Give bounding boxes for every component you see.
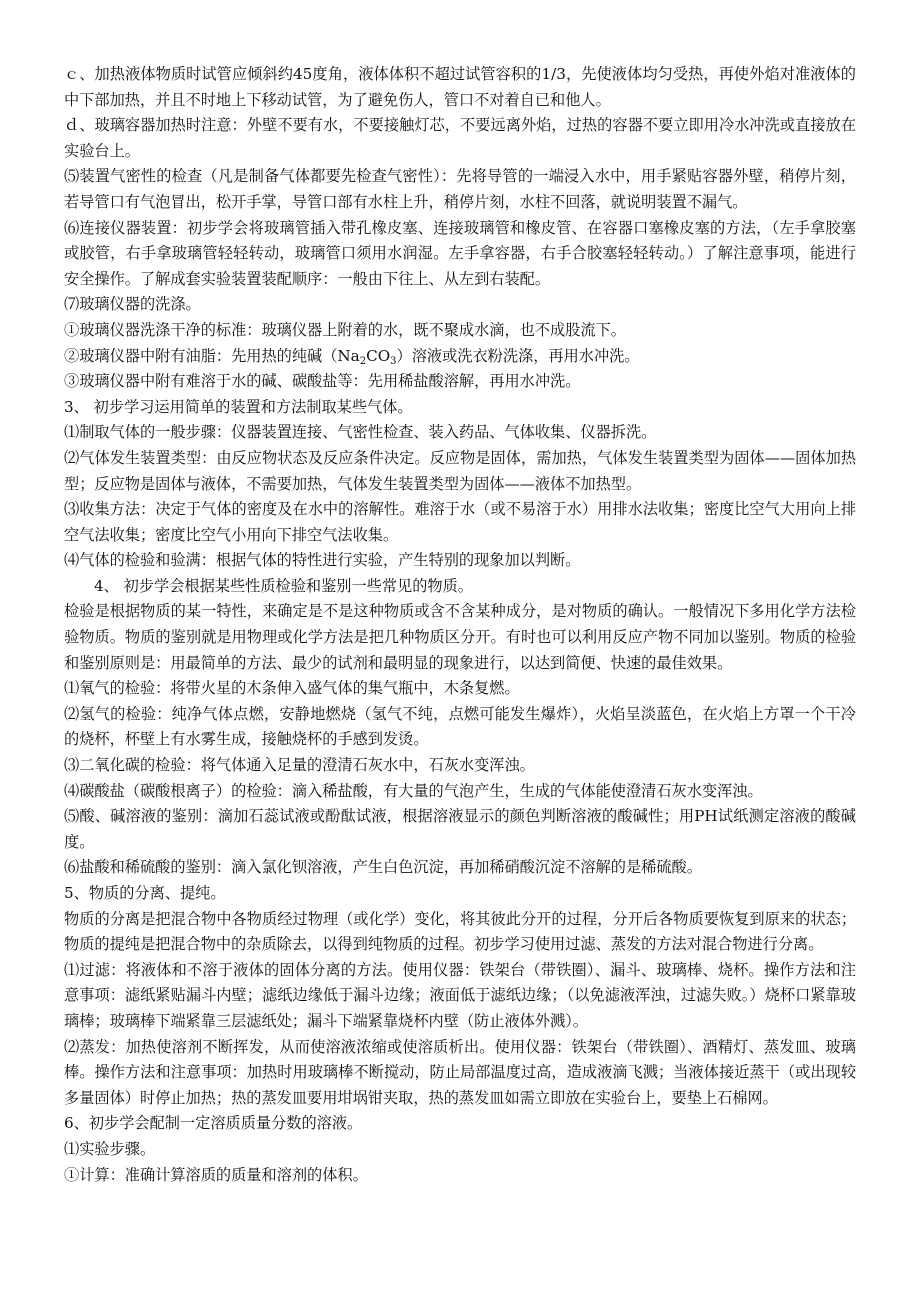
paragraph-gas-collection: ⑶收集方法：决定于气体的密度及在水中的溶解性。难溶于水（或不易溶于水）用排水法收集；密度比空气大用向上排空气法收集；密度比空气小用向下排空气法收集。: [64, 500, 856, 544]
paragraph-calculation-step: ①计算：准确计算溶质的质量和溶剂的体积。: [64, 1165, 368, 1184]
document-page: [64, 62, 856, 1188]
paragraph-connect-apparatus: ⑹连接仪器装置：初步学会将玻璃管插入带孔橡皮塞、连接玻璃管和橡皮管、在容器口塞橡皮塞的方法，（左手拿胶塞或胶管，右手拿玻璃管轻轻转动，玻璃管口须用水润湿。左手拿容器，右手合胶塞轻轻转动。）了解注意事项，能进行安全操作。了解成套实验装置装配顺序：一般由下往上、从左到右装配。: [64, 218, 856, 288]
paragraph-carbonate-test: ⑷碳酸盐（碳酸根离子）的检验：滴入稀盐酸，有大量的气泡产生，生成的气体能使澄清石灰水变浑浊。: [64, 781, 763, 800]
paragraph-gas-steps: ⑴制取气体的一般步骤：仪器装置连接、气密性检查、装入药品、气体收集、仪器拆洗。: [64, 423, 657, 442]
paragraph-gas-generator-type: ⑵气体发生装置类型：由反应物状态及反应条件决定。反应物是固体，需加热，气体发生装置类型为固体——固体加热型；反应物是固体与液体，不需要加热，气体发生装置类型为固体——液体不加热型。: [64, 448, 856, 493]
section-heading-separation: 5、物质的分离、提纯。: [64, 884, 226, 902]
paragraph-glass-washing: ⑺玻璃仪器的洗涤。: [64, 295, 201, 314]
section-heading-substance-identification: 4、 初步学会根据某些性质检验和鉴别一些常见的物质。: [94, 576, 473, 595]
paragraph-experiment-steps: ⑴实验步骤。: [64, 1139, 156, 1158]
paragraph-testing-principle: 检验是根据物质的某一特性，来确定是不是这种物质或含不含某种成分，是对物质的确认。一般情况下多用化学方法检验物质。物质的鉴别就是用物理或化学方法是把几种物质区分开。有时也可以利用反应产物不同加以鉴别。物质的检验和鉴别原则是：用最简单的方法、最少的试剂和最明显的现象进行，以达到简便、快速的最佳效果。: [64, 602, 856, 672]
paragraph-oil-washing: [64, 344, 856, 370]
paragraph-clean-standard: ①玻璃仪器洗涤干净的标准：玻璃仪器上附着的水，既不聚成水滴，也不成股流下。: [64, 320, 626, 339]
paragraph-heating-glass: ｄ、玻璃容器加热时注意：外壁不要有水，不要接触灯芯，不要远离外焰，过热的容器不要立即用冷水冲洗或直接放在实验台上。: [64, 116, 856, 160]
paragraph-hydrogen-test: ⑵氢气的检验：纯净气体点燃，安静地燃烧（氢气不纯，点燃可能发生爆炸），火焰呈淡蓝色，在火焰上方罩一个干冷的烧杯，杯壁上有水雾生成，接触烧杯的手感到发烫。: [64, 704, 856, 749]
paragraph-co2-test: ⑶二氧化碳的检验：将气体通入足量的澄清石灰水中，石灰水变浑浊。: [64, 756, 535, 775]
paragraph-filtration: ⑴过滤：将液体和不溶于液体的固体分离的方法。使用仪器：铁架台（带铁圈）、漏斗、玻璃棒、烧杯。操作方法和注意事项：滤纸紧贴漏斗内壁；滤纸边缘低于漏斗边缘；液面低于滤纸边缘；（以免滤液浑浊，过滤失败。）烧杯口紧靠玻璃棒；玻璃棒下端紧靠三层滤纸处；漏斗下端紧靠烧杯内壁（防止液体外溅）。: [64, 960, 856, 1030]
paragraph-airtight-check: ⑸装置气密性的检查（凡是制备气体都要先检查气密性）：先将导管的一端浸入水中，用手紧贴容器外壁，稍停片刻，若导管口有气泡冒出，松开手掌，导管口部有水柱上升，稍停片刻，水柱不回落，就说明装置不漏气。: [64, 167, 856, 211]
formula-subscript-3: 3: [390, 355, 397, 367]
paragraph-separation-definition: 物质的分离是把混合物中各物质经过物理（或化学）变化，将其彼此分开的过程，分开后各物质要恢复到原来的状态；物质的提纯是把混合物中的杂质除去，以得到纯物质的过程。初步学习使用过滤、蒸发的方法对混合物进行分离。: [64, 909, 856, 954]
section-heading-gas-preparation: 3、 初步学习运用简单的装置和方法制取某些气体。: [64, 397, 413, 416]
paragraph-hcl-h2so4-identification: ⑹盐酸和稀硫酸的鉴别：滴入氯化钡溶液，产生白色沉淀，再加稀硝酸沉淀不溶解的是稀硫酸。: [64, 858, 702, 877]
section-heading-solution-preparation: 6、初步学会配制一定溶质质量分数的溶液。: [64, 1114, 363, 1133]
formula-suffix: ）溶液或洗衣粉洗涤，再用水冲洗。: [396, 346, 640, 365]
paragraph-base-carbonate-washing: ③玻璃仪器中附有难溶于水的碱、碳酸盐等：先用稀盐酸溶解，再用水冲洗。: [64, 372, 581, 391]
paragraph-heating-liquid: ｃ、加热液体物质时试管应倾斜约45度角，液体体积不超过试管容积的1/3，先使液体均匀受热，再使外焰对准液体的中下部加热，并且不时地上下移动试管，为了避免伤人，管口不对着自已和他人。: [64, 65, 856, 109]
paragraph-oxygen-test: ⑴氧气的检验：将带火星的木条伸入盛气体的集气瓶中，木条复燃。: [64, 679, 520, 698]
formula-prefix: ②玻璃仪器中附有油脂：先用热的纯碱（Na: [64, 346, 360, 365]
formula-subscript-2: 2: [359, 355, 367, 367]
paragraph-evaporation: ⑵蒸发：加热使溶剂不断挥发，从而使溶液浓缩或使溶质析出。使用仪器：铁架台（带铁圈）、酒精灯、蒸发皿、玻璃棒。操作方法和注意事项：加热时用玻璃棒不断搅动，防止局部温度过高，造成液滴飞溅；当液体接近蒸干（或出现较多量固体）时停止加热；热的蒸发皿要用坩埚钳夹取，热的蒸发皿如需立即放在实验台上，要垫上石棉网。: [64, 1037, 856, 1107]
paragraph-gas-testing: ⑷气体的检验和验满：根据气体的特性进行实验，产生特别的现象加以判断。: [64, 551, 581, 570]
paragraph-acid-base-identification: ⑸酸、碱溶液的鉴别：滴加石蕊试液或酚酞试液，根据溶液显示的颜色判断溶液的酸碱性；用PH试纸测定溶液的酸碱度。: [64, 807, 856, 851]
formula-mid: CO: [366, 346, 391, 365]
